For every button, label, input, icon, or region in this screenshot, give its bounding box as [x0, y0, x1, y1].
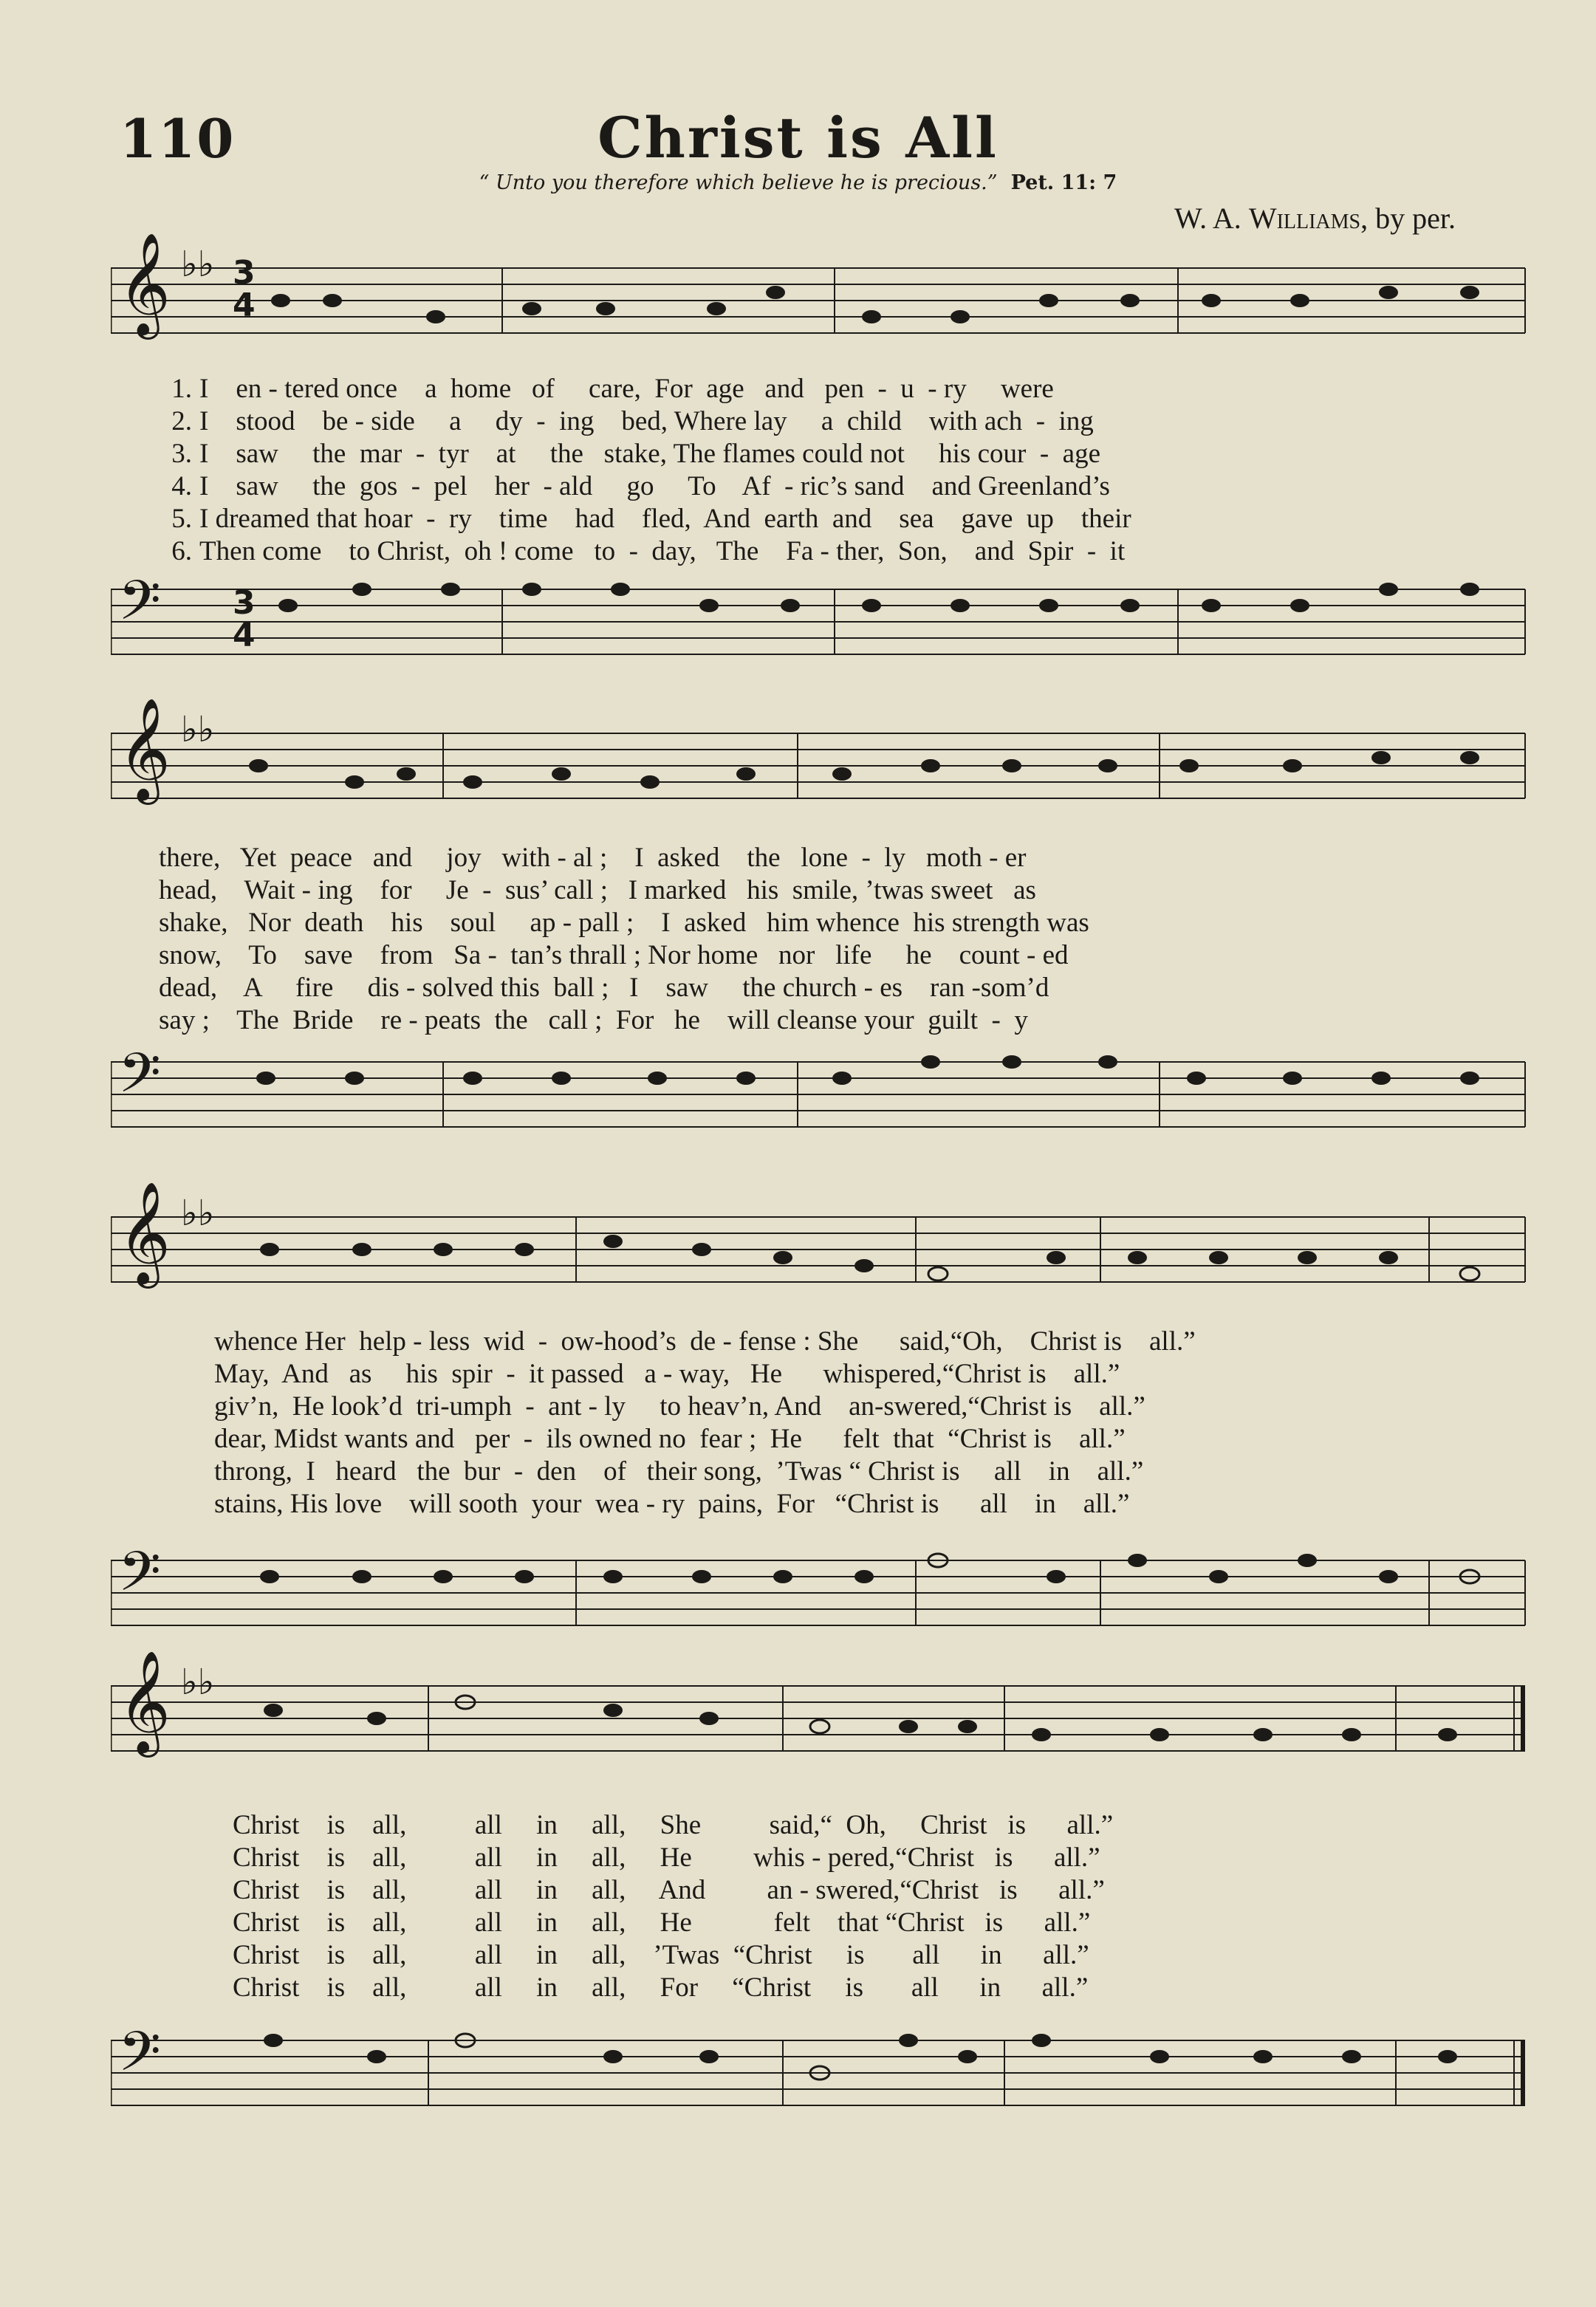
lyric-line: Christ is all, all in all, And an - swered,“Christ is all.”	[233, 1875, 1105, 1905]
lyric-line: say ; The Bride re - peats the call ; For he will cleanse your guilt - y	[159, 1005, 1028, 1035]
treble-staff-4	[111, 1673, 1529, 1769]
lyric-line: throng, I heard the bur - den of their song, ’Twas “ Christ is all in all.”	[214, 1456, 1144, 1487]
treble-clef-icon: 𝄞	[118, 1182, 171, 1284]
bass-staff-1	[111, 576, 1529, 672]
lyric-line: 1. I en - tered once a home of care, For age and pen - u - ry were	[171, 374, 1054, 404]
lyric-line: Christ is all, all in all, He felt that “Christ is all.”	[233, 1907, 1091, 1938]
lyrics-system-2	[159, 842, 1089, 1037]
lyric-line: Christ is all, all in all, For “Christ is all in all.”	[233, 1972, 1089, 2003]
lyrics-system-3	[214, 1326, 1196, 1521]
treble-staff-2	[111, 720, 1529, 816]
treble-clef-icon: 𝄞	[118, 1650, 171, 1753]
epigraph	[0, 171, 1596, 194]
lyric-line: Christ is all, all in all, ’Twas “Christ is all in all.”	[233, 1940, 1089, 1970]
treble-staff-1	[111, 255, 1529, 351]
key-signature-flat: ♭♭	[181, 1662, 215, 1703]
lyric-line: 6. Then come to Christ, oh ! come to - day, The Fa - ther, Son, and Spir - it	[171, 536, 1126, 566]
lyrics-system-4	[233, 1809, 1113, 2004]
lyric-line: Christ is all, all in all, She said,“ Oh, Christ is all.”	[233, 1810, 1114, 1840]
lyric-line: snow, To save from Sa - tan’s thrall ; Nor home nor life he count - ed	[159, 940, 1069, 970]
bass-clef-icon: 𝄢	[118, 1041, 161, 1119]
lyric-line: 4. I saw the gos - pel her - ald go To Af - ric’s sand and Greenland’s	[171, 471, 1110, 501]
key-signature-flat: ♭♭	[181, 709, 215, 750]
lyric-line: Christ is all, all in all, He whis - pered,“Christ is all.”	[233, 1842, 1100, 1873]
key-signature-flat: ♭♭	[181, 1193, 215, 1234]
bass-clef-icon: 𝄢	[118, 1540, 161, 1617]
lyric-line: whence Her help - less wid - ow-hood’s de - fense : She said,“Oh, Christ is all.”	[214, 1326, 1196, 1357]
bass-staff-2	[111, 1049, 1529, 1145]
lyrics-system-1	[140, 373, 1131, 568]
treble-staff-3	[111, 1204, 1529, 1300]
bass-staff-3	[111, 1547, 1529, 1643]
bass-staff-4	[111, 2027, 1529, 2123]
treble-clef-icon: 𝄞	[118, 698, 171, 801]
lyric-line: 5. I dreamed that hoar - ry time had fled, And earth and sea gave up their	[171, 504, 1131, 534]
lyric-line: shake, Nor death his soul ap - pall ; I asked him whence his strength was	[159, 908, 1089, 938]
epigraph-reference: Pet. 11: 7	[1010, 171, 1117, 194]
lyric-line: head, Wait - ing for Je - sus’ call ; I marked his smile, ’twas sweet as	[159, 875, 1036, 905]
lyric-line: 3. I saw the mar - tyr at the stake, The flames could not his cour - age	[171, 439, 1100, 469]
hymn-title: Christ is All	[597, 105, 999, 171]
lyric-line: there, Yet peace and joy with - al ; I asked the lone - ly moth - er	[159, 843, 1027, 873]
lyric-line: dear, Midst wants and per - ils owned no fear ; He felt that “Christ is all.”	[214, 1424, 1126, 1454]
author-credit	[1174, 201, 1456, 236]
hymn-number: 110	[120, 107, 236, 170]
author-suffix: , by per.	[1360, 202, 1456, 235]
lyric-line: 2. I stood be - side a dy - ing bed, Where lay a child with ach - ing	[171, 406, 1094, 436]
author-initials: W. A.	[1174, 202, 1241, 235]
time-signature: 3 4	[233, 254, 256, 324]
lyric-line: stains, His love will sooth your wea - ry pains, For “Christ is all in all.”	[214, 1489, 1130, 1519]
time-signature-bass: 3 4	[233, 584, 256, 654]
lyric-line: May, And as his spir - it passed a - way, He whispered,“Christ is all.”	[214, 1359, 1120, 1389]
lyric-line: dead, A fire dis - solved this ball ; I saw the church - es ran -som’d	[159, 973, 1049, 1003]
bass-clef-icon: 𝄢	[118, 2020, 161, 2097]
treble-clef-icon: 𝄞	[118, 233, 171, 335]
key-signature-flat: ♭♭	[181, 244, 215, 285]
bass-clef-icon: 𝄢	[118, 569, 161, 646]
author-name: Williams	[1248, 202, 1361, 235]
epigraph-quote: “ Unto you therefore which believe he is precious.”	[479, 171, 998, 194]
lyric-line: giv’n, He look’d tri-umph - ant - ly to heav’n, And an-swered,“Christ is all.”	[214, 1391, 1145, 1422]
